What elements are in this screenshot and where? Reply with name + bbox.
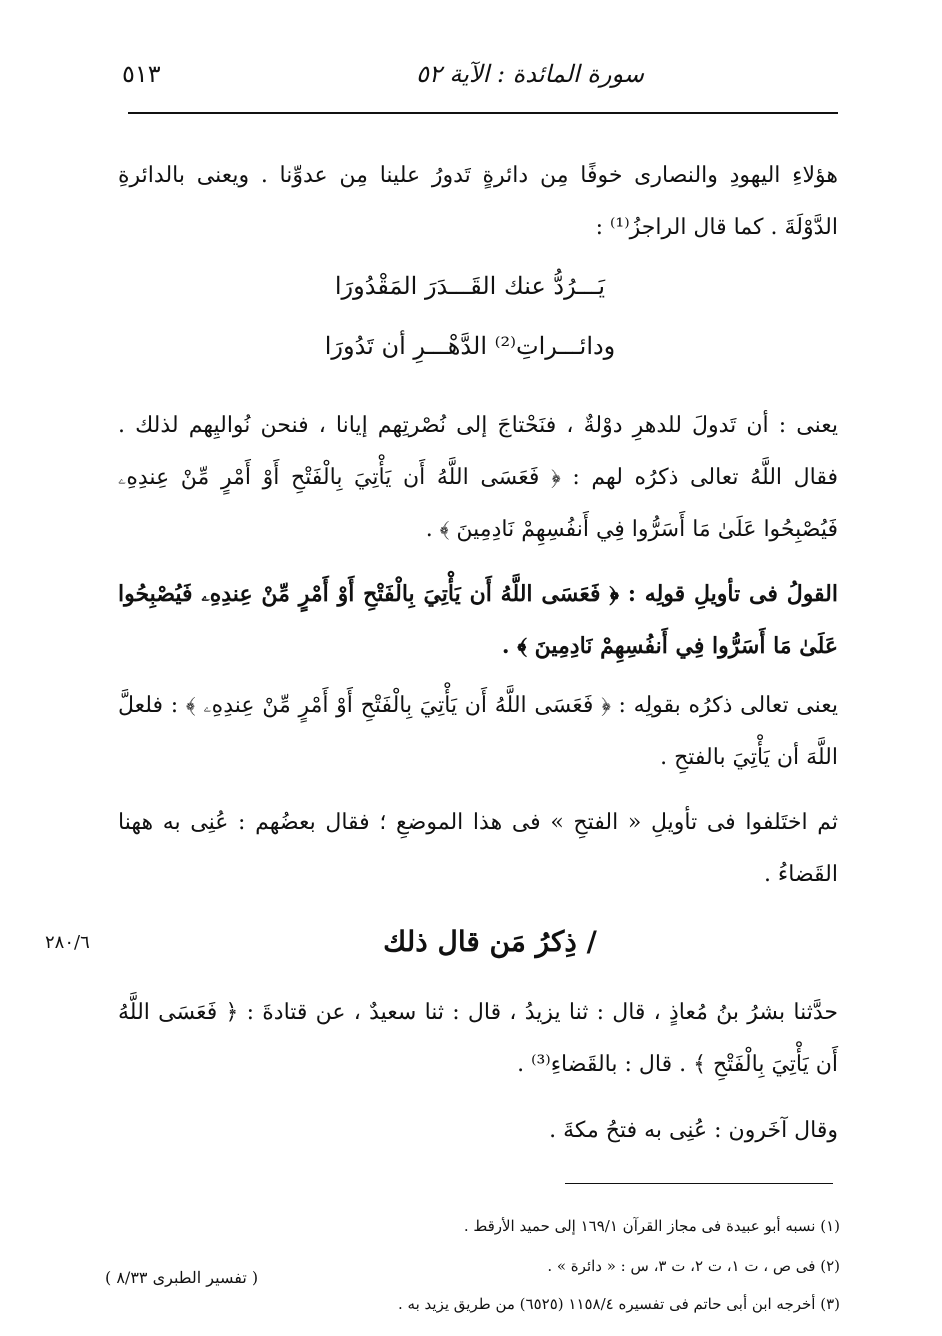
footnote-2: (٢) فى ص ، ت ١، ت ٢، ت ٣، س : « دائرة » . — [547, 1257, 840, 1275]
paragraph-4: يعنى تعالى ذكرُه بقولِه : ﴿ فَعَسَى اللَّهُ أَن يَأْتِيَ بِالْفَتْحِ أَوْ أَمْرٍ مِّنْ عِندِهِۦ ﴾ : فلعلَّ اللَّهَ أن يَأْتِيَ بالفتحِ . — [118, 693, 838, 770]
book-reference: ( تفسير الطبرى ٨/٣٣ ) — [105, 1268, 259, 1287]
verse-line-2: ودائـــراتِ⁽²⁾ الدَّهْـــرِ أن تَدُورَا — [324, 332, 616, 360]
paragraph-6: حدَّثنا بشرُ بنُ مُعاذٍ ، قال : ثنا يزيدُ ، قال : ثنا سعيدٌ ، عن قتادةَ : ﴿ فَعَسَى اللَّهُ أَن يَأْتِيَ بِالْفَتْحِ ﴾ . قال : بالقَضاءِ⁽³⁾ . — [118, 1000, 838, 1077]
running-title: سورة المائدة : الآية ٥٢ — [416, 60, 644, 88]
section-heading: / ذِكرُ مَن قال ذلك — [383, 925, 597, 958]
footnote-3: (٣) أخرجه ابن أبى حاتم فى تفسيره ١١٥٨/٤ (٦٥٢٥) من طريق يزيد به . — [398, 1295, 840, 1313]
paragraph-1: هؤلاءِ اليهودِ والنصارى خوفًا مِن دائرةٍ تَدورُ علينا مِن عدوِّنا . ويعنى بالدائرةِ الدَّوْلَةَ . كما قال الراجزُ⁽¹⁾ : — [118, 163, 838, 240]
paragraph-3: القولُ فى تأويلِ قولِه : ﴿ فَعَسَى اللَّهُ أَن يَأْتِيَ بِالْفَتْحِ أَوْ أَمْرٍ مِّنْ عِندِهِۦ فَيُصْبِحُوا عَلَىٰ مَا أَسَرُّوا فِي أَنفُسِهِمْ نَادِمِينَ ﴾ . — [118, 581, 838, 659]
verse-line-1: يَـــرُدُّ عنك القَـــدَرَ المَقْدُورَا — [334, 272, 606, 300]
paragraph-2: يعنى : أن تَدولَ للدهرِ دوْلةٌ ، فنَحْتاجَ إلى نُصْرتِهم إيانا ، فنحن نُواليِهم لذلك . فقال اللَّهُ تعالى ذكرُه لهم : ﴿ فَعَسَى اللَّهُ أَن يَأْتِيَ بِالْفَتْحِ أَوْ أَمْرٍ مِّنْ عِندِهِۦ فَيُصْبِحُوا عَلَىٰ مَا أَسَرُّوا فِي أَنفُسِهِمْ نَادِمِينَ ﴾ . — [118, 413, 838, 542]
footnote-divider — [565, 1183, 833, 1184]
page-number: ٥١٣ — [122, 60, 161, 88]
paragraph-7: وقال آخَرون : عُنِى به فتحُ مكةَ . — [549, 1118, 838, 1143]
footnote-1: (١) نسبه أبو عبيدة فى مجاز القرآن ١٦٩/١ إلى حميد الأرقط . — [463, 1217, 840, 1235]
paragraph-5: ثم اختَلفوا فى تأويلِ « الفتحِ » فى هذا الموضعِ ؛ فقال بعضُهم : عُنِى به ههنا القَضاءُ . — [118, 810, 838, 887]
header-divider — [128, 112, 838, 114]
margin-reference: ٢٨٠/٦ — [45, 932, 90, 953]
